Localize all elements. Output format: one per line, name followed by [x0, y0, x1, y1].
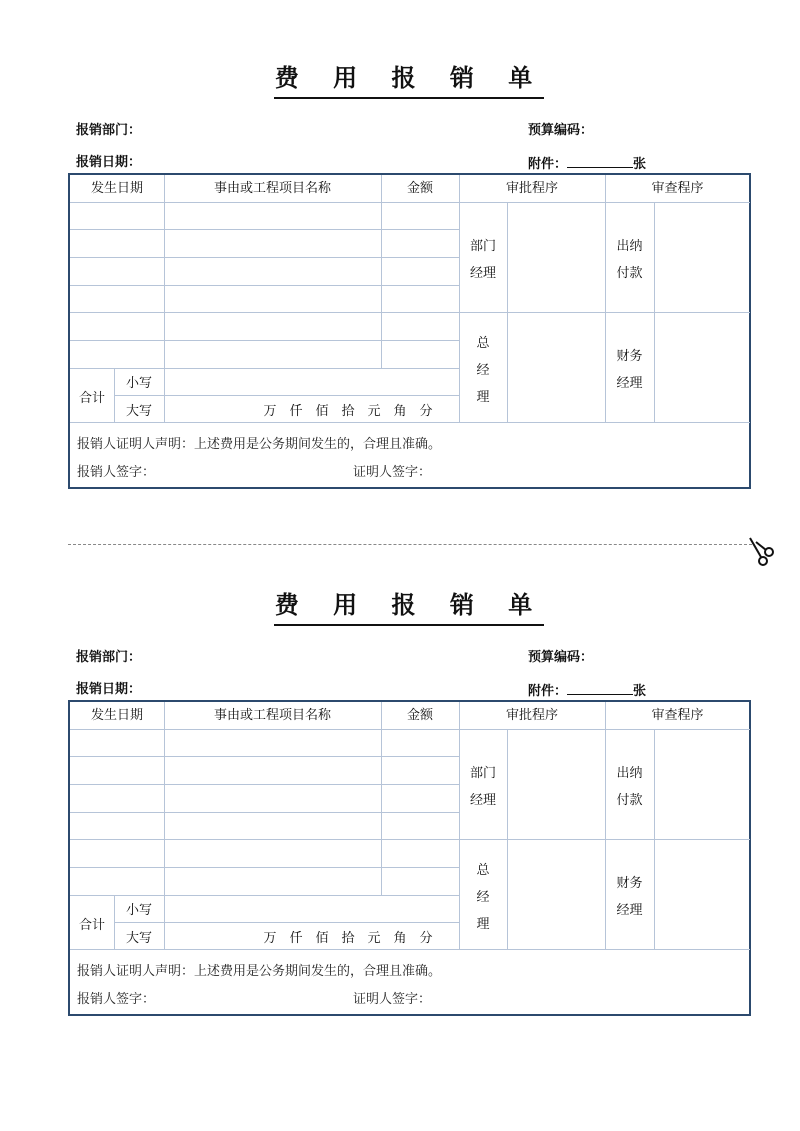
row-divider	[114, 922, 459, 923]
finance-manager-label	[605, 343, 654, 397]
attachment-field[interactable]	[528, 155, 646, 173]
col-divider	[164, 368, 165, 422]
unit-jiao: 角	[393, 404, 407, 419]
cashier-line-1: 出纳	[616, 766, 643, 781]
table-bottom-divider	[70, 949, 750, 950]
header-approval: 审批程序	[505, 708, 558, 723]
row-divider	[70, 229, 459, 230]
table-bottom-divider	[70, 422, 750, 423]
cashier-label	[605, 760, 654, 814]
col-divider	[654, 729, 655, 949]
budget-code-label: 预算编码：	[528, 123, 594, 138]
header-row-divider	[70, 729, 750, 730]
header-row-divider	[70, 202, 750, 203]
general-manager-line-2: 经	[476, 890, 490, 905]
title-underline	[274, 624, 544, 626]
amount-units	[257, 931, 439, 947]
date-label: 报销日期：	[76, 155, 142, 170]
finance-manager-line-1: 财务	[616, 876, 643, 891]
attachment-label: 附件：	[528, 157, 568, 172]
unit-shi: 拾	[341, 404, 355, 419]
unit-fen: 分	[419, 404, 433, 419]
unit-wan: 万	[263, 931, 277, 946]
claimant-signature-label: 报销人签字：	[77, 992, 156, 1007]
unit-bai: 佰	[315, 404, 329, 419]
header-review: 审查程序	[651, 708, 704, 723]
attachment-field[interactable]	[528, 682, 646, 700]
unit-qian: 仟	[289, 404, 303, 419]
finance-manager-line-2: 经理	[616, 903, 643, 918]
header-reason: 事由或工程项目名称	[213, 181, 331, 196]
header-amount: 金额	[406, 708, 433, 723]
header-date: 发生日期	[90, 181, 143, 196]
witness-signature-label: 证明人签字：	[353, 992, 432, 1007]
uppercase-label: 大写	[125, 404, 152, 419]
row-divider	[70, 784, 459, 785]
lowercase-label: 小写	[125, 376, 152, 391]
row-divider	[70, 257, 459, 258]
expense-table	[68, 173, 751, 489]
col-divider	[507, 729, 508, 949]
finance-manager-line-2: 经理	[616, 376, 643, 391]
header-amount: 金额	[406, 181, 433, 196]
dept-manager-line-1: 部门	[469, 766, 496, 781]
expense-form-2	[0, 527, 800, 1007]
title-underline	[274, 97, 544, 99]
header-review: 审查程序	[651, 181, 704, 196]
expense-form-1	[0, 0, 800, 480]
unit-bai: 佰	[315, 931, 329, 946]
uppercase-label: 大写	[125, 931, 152, 946]
cashier-line-2: 付款	[616, 266, 643, 281]
unit-qian: 仟	[289, 931, 303, 946]
row-divider	[70, 368, 459, 369]
unit-jiao: 角	[393, 931, 407, 946]
row-divider	[70, 312, 459, 313]
claimant-signature-label: 报销人签字：	[77, 465, 156, 480]
dept-manager-line-2: 经理	[469, 793, 496, 808]
col-divider	[164, 175, 165, 368]
general-manager-line-2: 经	[476, 363, 490, 378]
general-manager-line-3: 理	[476, 917, 490, 932]
cashier-line-2: 付款	[616, 793, 643, 808]
general-manager-line-1: 总	[476, 863, 490, 878]
unit-shi: 拾	[341, 931, 355, 946]
expense-table	[68, 700, 751, 1016]
dept-manager-label	[459, 760, 507, 814]
col-divider	[164, 702, 165, 895]
form-title: 费 用 报 销 单	[274, 63, 546, 92]
declaration-text: 报销人证明人声明：上述费用是公务期间发生的，合理且准确。	[77, 964, 442, 979]
header-approval: 审批程序	[505, 181, 558, 196]
row-divider	[70, 285, 459, 286]
general-manager-line-3: 理	[476, 390, 490, 405]
cashier-label	[605, 233, 654, 287]
form-title: 费 用 报 销 单	[274, 590, 546, 619]
general-manager-label	[459, 857, 507, 938]
general-manager-label	[459, 330, 507, 411]
row-divider	[70, 340, 459, 341]
row-divider	[70, 756, 459, 757]
finance-manager-line-1: 财务	[616, 349, 643, 364]
attachment-label: 附件：	[528, 684, 568, 699]
attachment-count-blank[interactable]	[567, 682, 633, 695]
header-reason: 事由或工程项目名称	[213, 708, 331, 723]
total-label: 合计	[78, 918, 105, 933]
budget-code-label: 预算编码：	[528, 650, 594, 665]
amount-units	[257, 404, 439, 420]
unit-fen: 分	[419, 931, 433, 946]
col-divider	[164, 895, 165, 949]
unit-yuan: 元	[367, 404, 381, 419]
department-label: 报销部门：	[76, 123, 142, 138]
col-divider	[381, 702, 382, 895]
dept-manager-line-2: 经理	[469, 266, 496, 281]
header-date: 发生日期	[90, 708, 143, 723]
unit-yuan: 元	[367, 931, 381, 946]
declaration-text: 报销人证明人声明：上述费用是公务期间发生的，合理且准确。	[77, 437, 442, 452]
witness-signature-label: 证明人签字：	[353, 465, 432, 480]
col-divider	[507, 202, 508, 422]
row-divider	[70, 839, 459, 840]
attachment-unit: 张	[633, 684, 647, 699]
cashier-line-1: 出纳	[616, 239, 643, 254]
unit-wan: 万	[263, 404, 277, 419]
lowercase-label: 小写	[125, 903, 152, 918]
row-divider	[114, 395, 459, 396]
attachment-count-blank[interactable]	[567, 155, 633, 168]
date-label: 报销日期：	[76, 682, 142, 697]
dept-manager-label	[459, 233, 507, 287]
finance-manager-label	[605, 870, 654, 924]
department-label: 报销部门：	[76, 650, 142, 665]
row-divider	[70, 812, 459, 813]
row-divider	[70, 895, 459, 896]
dept-manager-line-1: 部门	[469, 239, 496, 254]
row-divider	[70, 867, 459, 868]
total-label: 合计	[78, 391, 105, 406]
col-divider	[381, 175, 382, 368]
general-manager-line-1: 总	[476, 336, 490, 351]
col-divider	[654, 202, 655, 422]
attachment-unit: 张	[633, 157, 647, 172]
